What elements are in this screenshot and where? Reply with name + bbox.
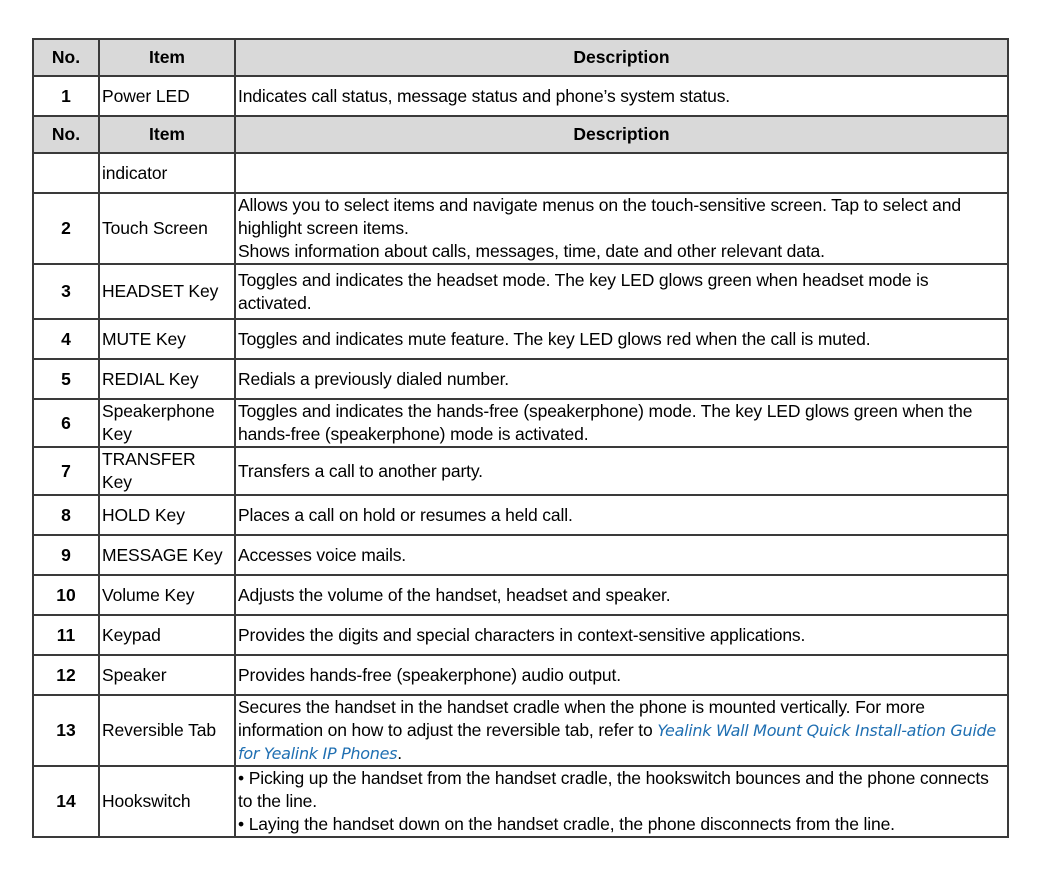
row-description xyxy=(235,264,1008,319)
row-no: 10 xyxy=(33,575,99,615)
item-line: Key xyxy=(102,472,132,492)
row-item: MUTE Key xyxy=(99,319,235,359)
row-no: 3 xyxy=(33,264,99,319)
table-row xyxy=(33,76,1008,116)
description-line: Accesses voice mails. xyxy=(238,544,407,565)
header-no: No. xyxy=(33,39,99,76)
row-description xyxy=(235,76,1008,116)
row-no: 12 xyxy=(33,655,99,695)
row-no: 11 xyxy=(33,615,99,655)
table-row xyxy=(33,535,1008,575)
table-header-row xyxy=(33,39,1008,76)
description-line: Adjusts the volume of the handset, headset and speaker. xyxy=(238,584,671,605)
row-description xyxy=(235,575,1008,615)
header-item: Item xyxy=(99,116,235,153)
table-row xyxy=(33,695,1008,766)
description-line: Toggles and indicates the headset mode. The key LED glows green when headset mode is activated. xyxy=(238,269,929,313)
description-line: Indicates call status, message status and phone’s system status. xyxy=(238,85,731,106)
row-description xyxy=(235,655,1008,695)
row-no: 7 xyxy=(33,447,99,495)
description-line: Shows information about calls, messages, time, date and other relevant data. xyxy=(238,241,825,261)
row-description xyxy=(235,193,1008,264)
table-row xyxy=(33,447,1008,495)
row-no: 6 xyxy=(33,399,99,447)
guide-link[interactable]: Yealink Wall Mount Quick Install-ation Guide for Yealink IP Phones xyxy=(238,721,996,763)
row-description xyxy=(235,535,1008,575)
row-no: 2 xyxy=(33,193,99,264)
item-line: Speakerphone xyxy=(102,401,215,421)
row-no: 1 xyxy=(33,76,99,116)
row-item xyxy=(99,399,235,447)
row-item: Power LED xyxy=(99,76,235,116)
row-no: 9 xyxy=(33,535,99,575)
table-row xyxy=(33,615,1008,655)
header-description: Description xyxy=(235,116,1008,153)
description-line: Allows you to select items and navigate menus on the touch-sensitive screen. Tap to select and highlight screen items. xyxy=(238,195,961,238)
row-description xyxy=(235,319,1008,359)
row-description xyxy=(235,615,1008,655)
row-item xyxy=(99,447,235,495)
table-row xyxy=(33,399,1008,447)
row-no: 14 xyxy=(33,766,99,837)
row-item: Touch Screen xyxy=(99,193,235,264)
row-item: REDIAL Key xyxy=(99,359,235,399)
table-row xyxy=(33,319,1008,359)
table-row xyxy=(33,193,1008,264)
header-description: Description xyxy=(235,39,1008,76)
row-no: 4 xyxy=(33,319,99,359)
row-item: Keypad xyxy=(99,615,235,655)
table-row xyxy=(33,655,1008,695)
description-line: Transfers a call to another party. xyxy=(238,460,483,481)
row-item: Speaker xyxy=(99,655,235,695)
table-row xyxy=(33,359,1008,399)
description-line: Redials a previously dialed number. xyxy=(238,368,510,389)
phone-keys-table xyxy=(32,38,1009,838)
row-description xyxy=(235,153,1008,193)
row-no: 5 xyxy=(33,359,99,399)
description-bullet: • Picking up the handset from the handset cradle, the hookswitch bounces and the phone connects to the line. xyxy=(238,768,989,811)
row-no: 13 xyxy=(33,695,99,766)
table-row xyxy=(33,766,1008,837)
row-item: indicator xyxy=(99,153,235,193)
description-line: Provides the digits and special characters in context-sensitive applications. xyxy=(238,624,806,645)
description-text: Secures the handset in the handset cradle when the phone is mounted vertically. For more information on how to adjust the reversible tab, refer to xyxy=(238,697,925,740)
description-bullet: • Laying the handset down on the handset cradle, the phone disconnects from the line. xyxy=(238,814,895,834)
table-row xyxy=(33,264,1008,319)
description-line: Provides hands-free (speakerphone) audio output. xyxy=(238,664,621,685)
row-no xyxy=(33,153,99,193)
row-item: Reversible Tab xyxy=(99,695,235,766)
description-text: . xyxy=(397,743,402,763)
header-item: Item xyxy=(99,39,235,76)
row-no: 8 xyxy=(33,495,99,535)
item-line: Key xyxy=(102,424,132,444)
header-no: No. xyxy=(33,116,99,153)
row-item: Hookswitch xyxy=(99,766,235,837)
row-description xyxy=(235,399,1008,447)
table-row xyxy=(33,153,1008,193)
row-description xyxy=(235,359,1008,399)
description-line: Toggles and indicates mute feature. The key LED glows red when the call is muted. xyxy=(238,328,871,349)
table-row xyxy=(33,495,1008,535)
row-description xyxy=(235,695,1008,766)
row-item: HEADSET Key xyxy=(99,264,235,319)
table-row xyxy=(33,575,1008,615)
table-header-row-repeat xyxy=(33,116,1008,153)
description-line: Toggles and indicates the hands-free (speakerphone) mode. The key LED glows green when the hands-free (speakerphone) mode is activated. xyxy=(238,401,973,444)
description-line: Places a call on hold or resumes a held call. xyxy=(238,504,573,525)
row-item: HOLD Key xyxy=(99,495,235,535)
row-description xyxy=(235,495,1008,535)
row-description xyxy=(235,766,1008,837)
row-item: MESSAGE Key xyxy=(99,535,235,575)
row-description xyxy=(235,447,1008,495)
row-item: Volume Key xyxy=(99,575,235,615)
item-line: TRANSFER xyxy=(102,449,196,469)
